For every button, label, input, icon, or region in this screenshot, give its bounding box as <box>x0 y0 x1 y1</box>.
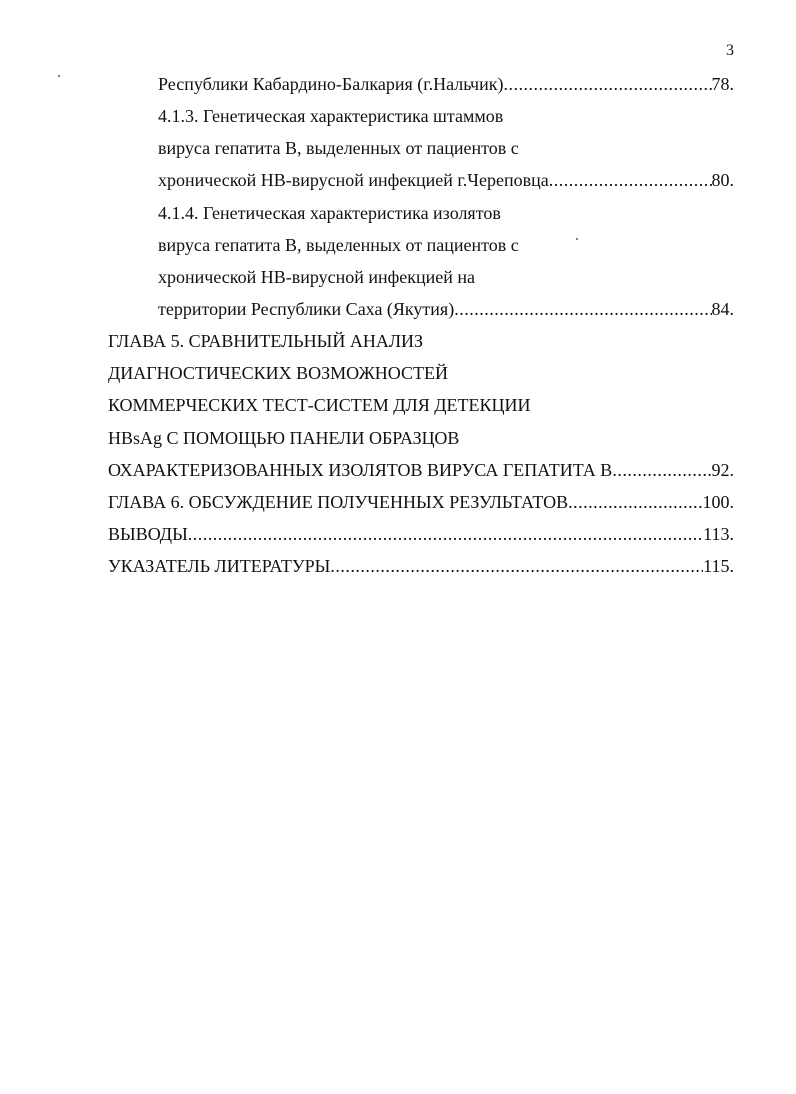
toc-page-number: 115. <box>703 556 734 576</box>
toc-page-number: 80. <box>711 170 734 190</box>
toc-entry-yakutia[interactable] <box>158 297 734 321</box>
toc-entry-text: вируса гепатита В, выделенных от пациентов с <box>158 138 519 158</box>
toc-entry-text: 4.1.3. Генетическая характеристика штаммов <box>158 106 504 126</box>
toc-page-number: 113. <box>703 524 734 544</box>
toc-page-number: 100. <box>702 492 734 512</box>
toc-entry-text: хронической НВ-вирусной инфекцией г.Череповца <box>158 170 549 190</box>
toc-leader-dots <box>330 554 703 578</box>
toc-page-number: 78. <box>711 74 734 94</box>
toc-leader-dots <box>612 458 711 482</box>
toc-entry-conclusions[interactable] <box>108 522 734 546</box>
toc-page-number: 84. <box>711 299 734 319</box>
toc-entry-chapter-6[interactable] <box>108 490 734 514</box>
toc-chapter-heading: ДИАГНОСТИЧЕСКИХ ВОЗМОЖНОСТЕЙ <box>108 363 449 383</box>
scan-speck <box>58 75 60 77</box>
toc-entry-text: 4.1.4. Генетическая характеристика изолятов <box>158 203 501 223</box>
toc-chapter-heading: КОММЕРЧЕСКИХ ТЕСТ-СИСТЕМ ДЛЯ ДЕТЕКЦИИ <box>108 395 531 415</box>
toc-chapter-heading: ГЛАВА 5. СРАВНИТЕЛЬНЫЙ АНАЛИЗ <box>108 331 424 351</box>
scan-speck <box>576 238 578 240</box>
toc-entry-text: территории Республики Саха (Якутия) <box>158 299 455 319</box>
page-number: 3 <box>726 42 734 59</box>
toc-entry-text: Республики Кабардино-Балкария (г.Нальчик) <box>158 74 504 94</box>
toc-leader-dots <box>568 490 702 514</box>
toc-entry-text: УКАЗАТЕЛЬ ЛИТЕРАТУРЫ <box>108 556 331 576</box>
toc-leader-dots <box>454 297 711 321</box>
toc-entry-chapter-5[interactable] <box>108 458 734 482</box>
toc-page-number: 92. <box>711 460 734 480</box>
toc-leader-dots <box>549 168 712 192</box>
toc-entry-text: вируса гепатита В, выделенных от пациентов с <box>158 235 519 255</box>
toc-entry-text: ВЫВОДЫ <box>108 524 188 544</box>
toc-entry-text: хронической НВ-вирусной инфекцией на <box>158 267 476 287</box>
toc-entry-text: ГЛАВА 6. ОБСУЖДЕНИЕ ПОЛУЧЕННЫХ РЕЗУЛЬТАТОВ <box>108 492 569 512</box>
toc-chapter-heading: HBsAg С ПОМОЩЬЮ ПАНЕЛИ ОБРАЗЦОВ <box>108 428 460 448</box>
toc-leader-dots <box>188 522 703 546</box>
toc-entry-kbr[interactable] <box>158 72 734 96</box>
toc-entry-cherepovets[interactable] <box>158 168 734 192</box>
toc-entry-references[interactable] <box>108 554 734 578</box>
toc-entry-text: ОХАРАКТЕРИЗОВАННЫХ ИЗОЛЯТОВ ВИРУСА ГЕПАТИТА В <box>108 460 613 480</box>
toc-leader-dots <box>503 72 711 96</box>
